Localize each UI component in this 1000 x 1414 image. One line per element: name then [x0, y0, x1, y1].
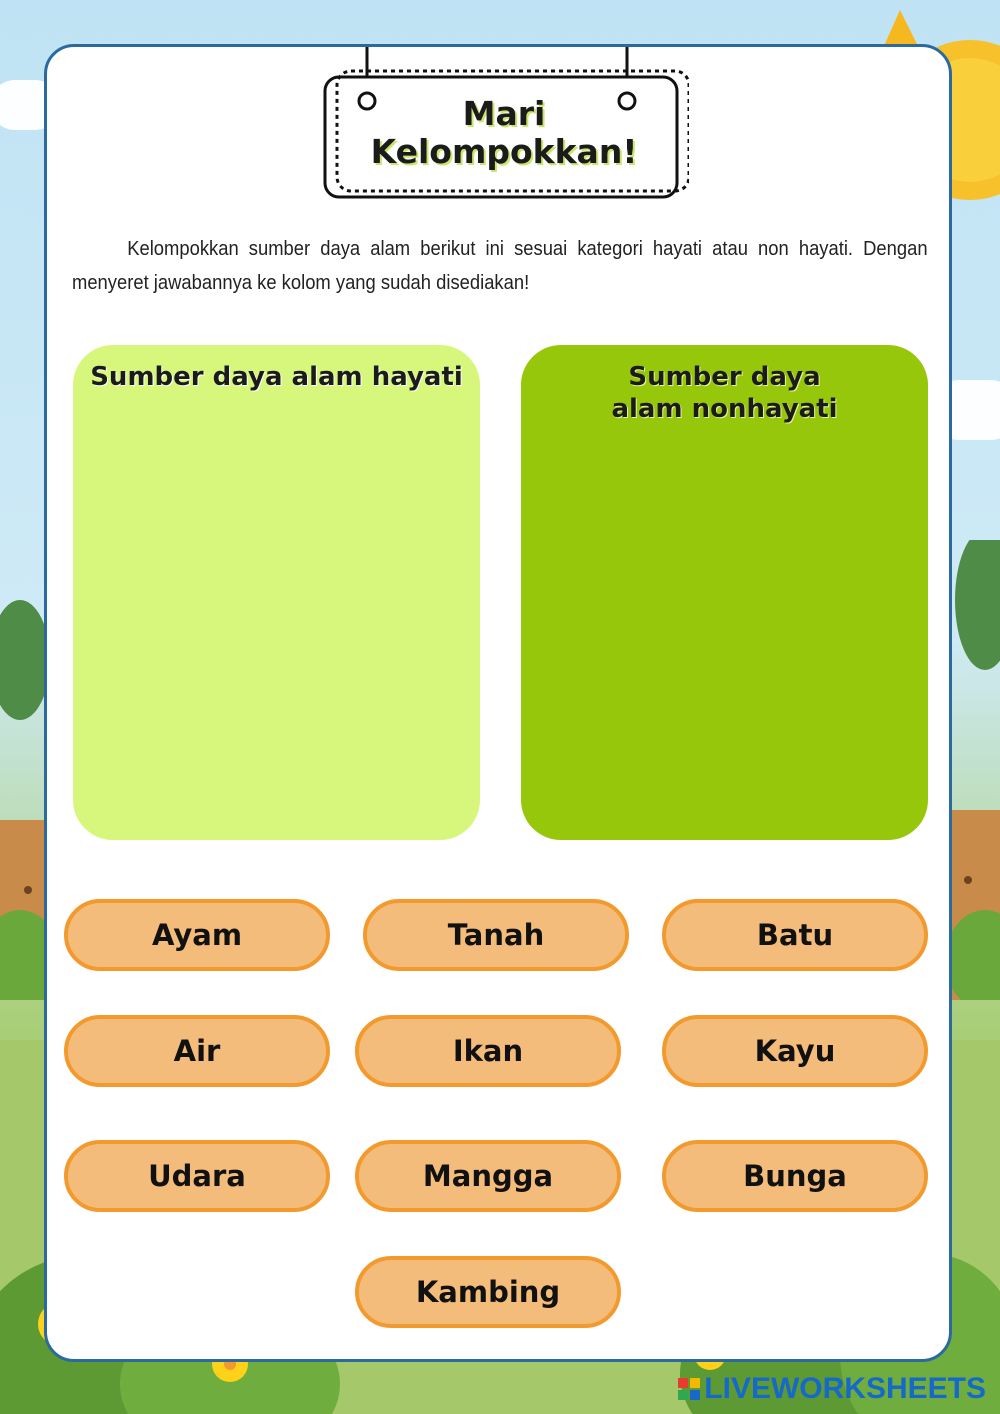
- draggable-item[interactable]: Udara: [64, 1140, 330, 1212]
- drop-zone-nonhayati[interactable]: [521, 345, 928, 840]
- draggable-item[interactable]: Ikan: [355, 1015, 621, 1087]
- draggable-item[interactable]: Tanah: [363, 899, 629, 971]
- drop-zone-hayati[interactable]: [73, 345, 480, 840]
- draggable-item[interactable]: Air: [64, 1015, 330, 1087]
- draggable-item[interactable]: Kambing: [355, 1256, 621, 1328]
- draggable-item[interactable]: Mangga: [355, 1140, 621, 1212]
- draggable-item[interactable]: Kayu: [662, 1015, 928, 1087]
- draggable-item[interactable]: Bunga: [662, 1140, 928, 1212]
- liveworksheets-brand[interactable]: [678, 1372, 986, 1406]
- instructions-text: Kelompokkan sumber daya alam berikut ini sesuai kategori hayati atau non hayati. Dengan menyeret jawabannya ke kolom yang sudah disediakan!: [72, 238, 928, 294]
- draggable-item[interactable]: Batu: [662, 899, 928, 971]
- liveworksheets-logo-icon: [678, 1378, 700, 1400]
- drop-zone-label: Sumber daya alam hayati: [90, 362, 463, 392]
- title-sign: [319, 47, 689, 207]
- brand-label: LIVEWORKSHEETS: [704, 1372, 986, 1405]
- drop-zone-label: Sumber daya alam nonhayati: [611, 362, 838, 424]
- draggable-item[interactable]: Ayam: [64, 899, 330, 971]
- page-title: Mari Kelompokkan!: [370, 94, 638, 171]
